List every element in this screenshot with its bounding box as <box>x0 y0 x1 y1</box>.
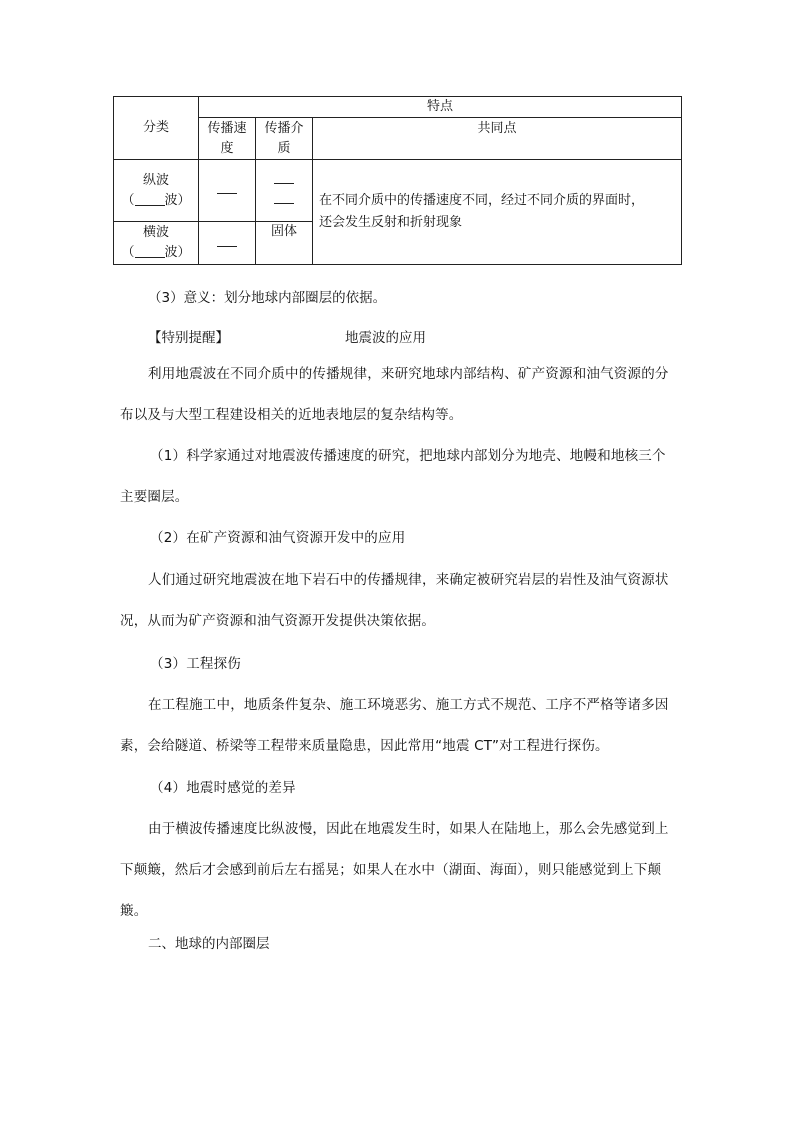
common-features-cell <box>313 160 682 265</box>
header-medium <box>256 118 313 160</box>
longitudinal-blank <box>135 192 165 206</box>
item4-line3: 簸。 <box>120 903 148 919</box>
item3-title: （3）工程探伤 <box>150 656 241 672</box>
header-common: 共同点 <box>313 118 682 160</box>
row-longitudinal-category <box>114 160 199 222</box>
item2-line2: 况，从而为矿产资源和油气资源开发提供决策依据。 <box>120 613 436 629</box>
header-medium-text: 传播介质 <box>264 120 304 156</box>
row-longitudinal-name: 纵波 <box>142 172 169 188</box>
longitudinal-speed-blank <box>217 184 237 194</box>
row-longitudinal-speed <box>199 160 256 222</box>
tip-title: 地震波的应用 <box>345 330 426 346</box>
common-features-line1: 在不同介质中的传播速度不同，经过不同介质的界面时， <box>319 193 645 208</box>
longitudinal-medium-blank-1 <box>274 174 294 184</box>
row-transverse-type: （ 波） <box>121 245 191 260</box>
longitudinal-medium-blank-2 <box>274 194 294 204</box>
item4-line2: 下颠簸，然后才会感到前后左右摇晃；如果人在水中（湖面、海面），则只能感觉到上下颠 <box>120 862 662 878</box>
transverse-speed-blank <box>217 237 237 247</box>
row-transverse-medium: 固体 <box>256 222 313 265</box>
header-category: 分类 <box>114 97 199 160</box>
header-speed <box>199 118 256 160</box>
item1-line2: 主要圈层。 <box>120 489 189 505</box>
item3-line1: 在工程施工中，地质条件复杂、施工环境恶劣、施工方式不规范、工序不严格等诸多因 <box>148 697 669 713</box>
tip-label: 【特别提醒】 <box>148 330 229 346</box>
para1-line1: 利用地震波在不同介质中的传播规律，来研究地球内部结构、矿产资源和油气资源的分 <box>148 366 669 382</box>
row-longitudinal-medium <box>256 160 313 222</box>
row-transverse-category <box>114 222 199 265</box>
transverse-blank <box>135 244 165 258</box>
item2-line1: 人们通过研究地震波在地下岩石中的传播规律，来确定被研究岩层的岩性及油气资源状 <box>148 572 669 588</box>
header-speed-text: 传播速度 <box>207 120 247 156</box>
section-title: 二、地球的内部圈层 <box>148 936 270 952</box>
item1-line1: （1）科学家通过对地震波传播速度的研究，把地球内部划分为地壳、地幔和地核三个 <box>150 448 666 464</box>
item2-title: （2）在矿产资源和油气资源开发中的应用 <box>150 530 406 546</box>
meaning-line: （3）意义：划分地球内部圈层的依据。 <box>148 290 387 306</box>
header-features: 特点 <box>199 97 682 118</box>
item4-title: （4）地震时感觉的差异 <box>150 780 296 796</box>
para1-line2: 布以及与大型工程建设相关的近地表地层的复杂结构等。 <box>120 407 463 423</box>
row-longitudinal-type: （ 波） <box>121 192 191 208</box>
seismic-wave-table <box>113 96 682 265</box>
row-transverse-speed <box>199 222 256 265</box>
item3-line2: 素，会给隧道、桥梁等工程带来质量隐患，因此常用“地震 CT”对工程进行探伤。 <box>120 738 609 754</box>
item4-line1: 由于横波传播速度比纵波慢，因此在地震发生时，如果人在陆地上，那么会先感觉到上 <box>148 821 669 837</box>
row-transverse-name: 横波 <box>142 225 169 240</box>
common-features-line2: 还会发生反射和折射现象 <box>319 215 463 230</box>
